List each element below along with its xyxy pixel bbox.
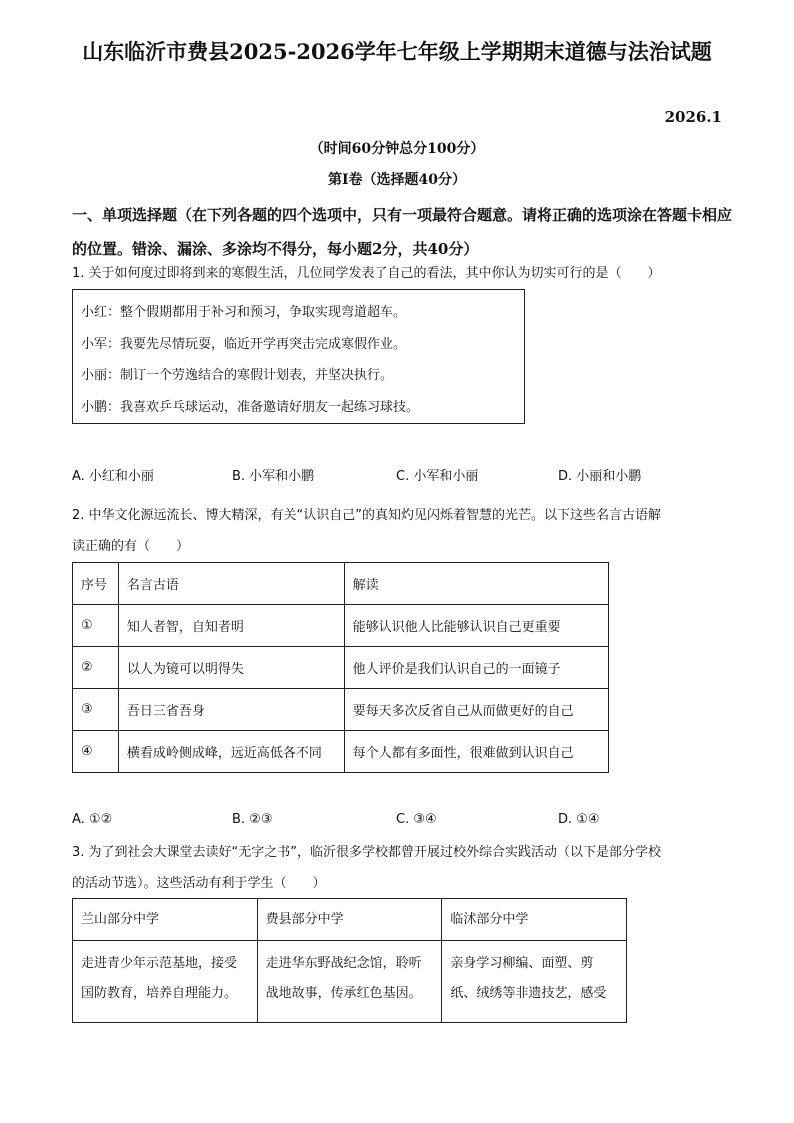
- question-3-stem-line1: 3. 为了到社会大课堂去读好“无字之书”，临沂很多学校都曾开展过校外综合实践活动（以下是部分学校: [72, 845, 662, 860]
- table-row: [73, 689, 609, 731]
- table-cell: ②: [73, 647, 119, 689]
- exam-title: 山东临沂市费县2025-2026学年七年级上学期期末道德与法治试题: [82, 39, 712, 64]
- header-cell: 解读: [344, 563, 608, 605]
- question-3-stem-line2: 的活动节选）。这些活动有利于学生（ ）: [72, 876, 326, 891]
- q1-option-b: B. 小军和小鹏: [232, 469, 315, 484]
- question-1-stem: 1. 关于如何度过即将到来的寒假生活，几位同学发表了自己的看法，其中你认为切实可行的是（ ）: [72, 266, 661, 281]
- header-cell: 序号: [73, 563, 119, 605]
- q1-option-d: D. 小丽和小鹏: [558, 469, 642, 484]
- q1-option-c: C. 小军和小丽: [396, 469, 479, 484]
- opinion-line: 小丽：制订一个劳逸结合的寒假计划表，并坚决执行。: [81, 368, 394, 383]
- opinion-line: 小红：整个假期都用于补习和预习，争取实现弯道超车。: [81, 305, 407, 320]
- table-cell: 知人者智，自知者明: [118, 605, 344, 647]
- table-row: [73, 605, 609, 647]
- table-cell: ①: [73, 605, 119, 647]
- table-cell: 每个人都有多面性，很难做到认识自己: [344, 731, 608, 773]
- table-cell: 吾日三省吾身: [118, 689, 344, 731]
- table-cell: 要每天多次反省自己从而做更好的自己: [344, 689, 608, 731]
- table-cell: 亲身学习柳编、面塑、剪纸、绒绣等非遗技艺，感受: [442, 941, 627, 1023]
- time-note: （时间60分钟总分100分）: [309, 141, 485, 157]
- opinion-line: 小军：我要先尽情玩耍，临近开学再突击完成寒假作业。: [81, 336, 407, 352]
- table-header-row: [73, 899, 627, 941]
- table-cell: 横看成岭侧成峰，远近高低各不同: [118, 731, 344, 773]
- question-1-opinion-box: [72, 289, 525, 424]
- table-cell: ③: [73, 689, 119, 731]
- header-cell: 名言古语: [118, 563, 344, 605]
- table-cell: 以人为镜可以明得失: [118, 647, 344, 689]
- table-cell: 能够认识他人比能够认识自己更重要: [344, 605, 608, 647]
- section-heading: 一、单项选择题（在下列各题的四个选项中，只有一项最符合题意。请将正确的选项涂在答题卡相应的位置。错涂、漏涂、多涂均不得分，每小题2分，共40分）: [72, 206, 733, 258]
- activities-table: [72, 898, 627, 1023]
- q2-option-c: C. ③④: [396, 812, 437, 827]
- table-cell: ④: [73, 731, 119, 773]
- part-heading: 第Ⅰ卷（选择题40分）: [327, 172, 467, 188]
- table-cell: 走进华东野战纪念馆，聆听战地故事，传承红色基因。: [257, 941, 442, 1023]
- table-row: [73, 647, 609, 689]
- exam-date: 2026.1: [664, 108, 722, 126]
- q2-option-b: B. ②③: [232, 812, 273, 827]
- opinion-line: 小鹏：我喜欢乒乓球运动，准备邀请好朋友一起练习球技。: [81, 399, 420, 415]
- header-cell: 临沭部分中学: [442, 899, 627, 941]
- table-cell: 走进青少年示范基地，接受国防教育，培养自理能力。: [73, 941, 258, 1023]
- question-2-stem-line2: 读正确的有（ ）: [72, 539, 190, 554]
- table-header-row: [73, 563, 609, 605]
- table-cell: 他人评价是我们认识自己的一面镜子: [344, 647, 608, 689]
- q1-option-a: A. 小红和小丽: [72, 469, 154, 484]
- q2-option-a: A. ①②: [72, 812, 113, 827]
- quotes-table: [72, 562, 609, 773]
- question-2-stem-line1: 2. 中华文化源远流长、博大精深，有关“认识自己”的真知灼见闪烁着智慧的光芒。以下这些名言古语解: [72, 508, 662, 523]
- header-cell: 费县部分中学: [257, 899, 442, 941]
- table-row: [73, 941, 627, 1023]
- q2-option-d: D. ①④: [558, 812, 600, 827]
- table-row: [73, 731, 609, 773]
- header-cell: 兰山部分中学: [73, 899, 258, 941]
